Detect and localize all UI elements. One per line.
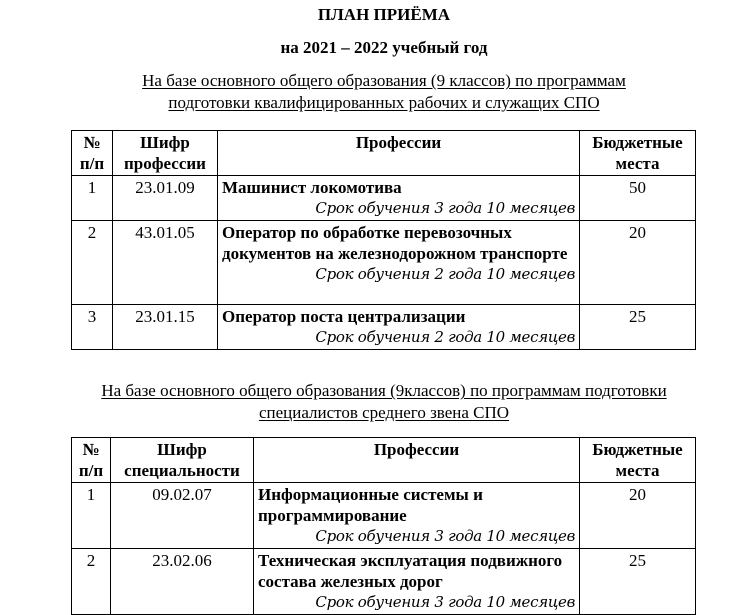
study-duration: Срок обучения 3 года 10 месяцев [315,593,575,611]
table-header-row [72,131,696,176]
row-profession [218,305,580,350]
header-code: Шифр профессии [113,131,218,176]
table-row [72,483,696,549]
row-seats: 20 [580,221,696,305]
row-profession [254,483,580,549]
specialists-plan-table [71,437,696,615]
study-duration: Срок обучения 2 года 10 месяцев [315,265,575,283]
row-profession [218,176,580,221]
header-seats: Бюджетные места [580,438,696,483]
profession-name: Машинист локомотива [222,178,402,197]
study-duration: Срок обучения 3 года 10 месяцев [315,527,575,545]
row-num: 2 [72,549,111,615]
table-row [72,549,696,615]
profession-name: Информационные системы и программирование [258,485,483,525]
header-seats: Бюджетные места [580,131,696,176]
section-2-heading-line1: На базе основного общего образования (9классов) по программам подготовки [101,381,667,400]
table-row [72,305,696,350]
row-seats: 50 [580,176,696,221]
header-num: № п/п [72,131,113,176]
profession-name: Оператор поста централизации [222,307,466,326]
row-num: 2 [72,221,113,305]
section-1-heading [0,70,740,114]
section-2-heading-line2: специалистов среднего звена СПО [258,403,510,422]
row-num: 1 [72,483,111,549]
section-2-heading [0,380,740,424]
row-seats: 20 [580,483,696,549]
row-code: 09.02.07 [111,483,254,549]
header-num: № п/п [72,438,111,483]
header-profession: Профессии [254,438,580,483]
header-profession: Профессии [218,131,580,176]
row-num: 1 [72,176,113,221]
table-row [72,176,696,221]
section-1-heading-line1: На базе основного общего образования (9 классов) по программам [142,71,626,90]
row-code: 23.01.09 [113,176,218,221]
row-profession [218,221,580,305]
row-seats: 25 [580,305,696,350]
section-1-heading-line2: подготовки квалифицированных рабочих и служащих СПО [168,93,600,112]
row-code: 23.01.15 [113,305,218,350]
study-duration: Срок обучения 2 года 10 месяцев [315,328,575,346]
profession-name: Оператор по обработке перевозочных документов на железнодорожном транспорте [222,223,568,263]
study-duration: Срок обучения 3 года 10 месяцев [315,199,575,217]
table-row [72,221,696,305]
row-num: 3 [72,305,113,350]
row-profession [254,549,580,615]
workers-plan-table [71,130,696,350]
table-header-row [72,438,696,483]
document-title: ПЛАН ПРИЁМА [317,5,451,24]
row-code: 23.02.06 [111,549,254,615]
row-seats: 25 [580,549,696,615]
document-subtitle: на 2021 – 2022 учебный год [280,38,488,57]
profession-name: Техническая эксплуатация подвижного состава железных дорог [258,551,563,591]
header-code: Шифр специальности [111,438,254,483]
row-code: 43.01.05 [113,221,218,305]
